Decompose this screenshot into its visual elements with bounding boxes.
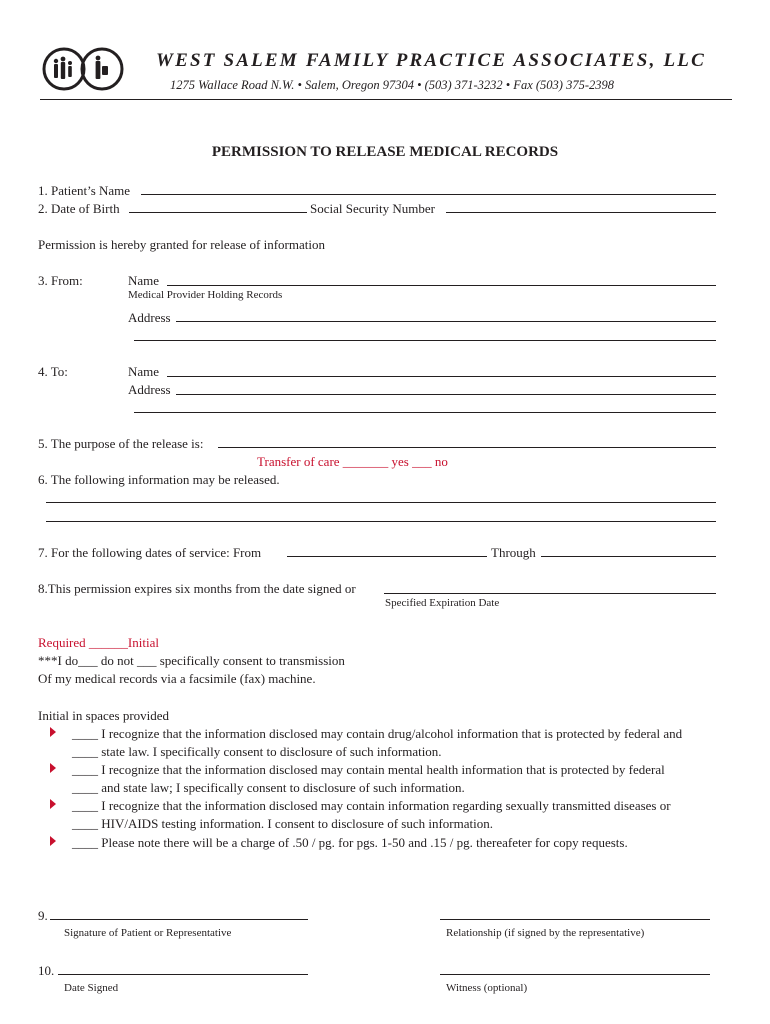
ssn-field[interactable]: [446, 212, 716, 213]
info-field-2[interactable]: [46, 521, 716, 522]
purpose-label: 5. The purpose of the release is:: [38, 436, 204, 451]
date-signed-label: Date Signed: [64, 982, 119, 994]
arrow-icon: [50, 763, 56, 773]
signature-field[interactable]: [50, 919, 308, 920]
purpose-field[interactable]: [218, 447, 716, 448]
initial-item-1: ____ I recognize that the information disclosed may contain drug/alcohol information that is protected by federal and: [72, 726, 683, 741]
to-name-field[interactable]: [167, 376, 716, 377]
firm-address: 1275 Wallace Road N.W. • Salem, Oregon 97304 • (503) 371-3232 • Fax (503) 375-2398: [170, 78, 614, 92]
from-date-field[interactable]: [287, 556, 487, 557]
item-10-label: 10.: [38, 963, 55, 978]
arrow-icon: [50, 727, 56, 737]
page-title: PERMISSION TO RELEASE MEDICAL RECORDS: [211, 144, 559, 160]
initial-item-4: ____ Please note there will be a charge of .50 / pg. for pgs. 1-50 and .15 / pg. thereafeter for copy requests.: [72, 835, 628, 850]
from-name-label: Name: [128, 273, 160, 288]
permission-statement: Permission is hereby granted for release of information: [38, 237, 325, 252]
from-address-field-2[interactable]: [134, 340, 716, 341]
to-address-field[interactable]: [176, 394, 716, 395]
ssn-label: Social Security Number: [310, 201, 435, 216]
witness-label: Witness (optional): [446, 982, 528, 994]
patient-name-label: 1. Patient’s Name: [38, 183, 131, 198]
fax-consent-line-2: Of my medical records via a facsimile (fax) machine.: [38, 671, 316, 686]
relationship-label: Relationship (if signed by the representative): [446, 927, 645, 939]
signature-label: Signature of Patient or Representative: [64, 927, 232, 939]
expiration-date-field[interactable]: [384, 593, 716, 594]
from-address-field[interactable]: [176, 321, 716, 322]
initials-heading: Initial in spaces provided: [38, 708, 170, 723]
relationship-field[interactable]: [440, 919, 710, 920]
initial-item-3-cont: ____ HIV/AIDS testing information. I consent to disclosure of such information.: [72, 816, 493, 831]
info-field-1[interactable]: [46, 502, 716, 503]
through-label: Through: [491, 545, 536, 560]
fax-consent-line-1: ***I do___ do not ___ specifically consent to transmission: [38, 653, 345, 668]
from-address-label: Address: [128, 310, 171, 325]
initial-item-1-cont: ____ state law. I specifically consent to disclosure of such information.: [72, 744, 442, 759]
from-label: 3. From:: [38, 273, 83, 288]
witness-field[interactable]: [440, 974, 710, 975]
to-label: 4. To:: [38, 364, 68, 379]
item-9-label: 9.: [38, 908, 48, 923]
from-name-field[interactable]: [167, 285, 716, 286]
header-rule: [40, 99, 732, 100]
to-address-label: Address: [128, 382, 171, 397]
to-address-field-2[interactable]: [134, 412, 716, 413]
required-initial: Required ______Initial: [38, 635, 159, 650]
arrow-icon: [50, 799, 56, 809]
dob-field[interactable]: [129, 212, 307, 213]
initial-item-2-cont: ____ and state law; I specifically consent to disclosure of such information.: [72, 780, 465, 795]
from-holder-label: Medical Provider Holding Records: [128, 289, 283, 301]
to-name-label: Name: [128, 364, 160, 379]
firm-name: WEST SALEM FAMILY PRACTICE ASSOCIATES, LLC: [156, 50, 706, 71]
family-logo-icon: [40, 46, 126, 92]
dates-service-label: 7. For the following dates of service: From: [38, 545, 262, 560]
patient-name-field[interactable]: [141, 194, 716, 195]
expires-label: 8.This permission expires six months from the date signed or: [38, 581, 356, 596]
following-info-label: 6. The following information may be released.: [38, 472, 280, 487]
initial-item-3: ____ I recognize that the information disclosed may contain information regarding sexually transmitted diseases or: [72, 798, 671, 813]
transfer-of-care: Transfer of care _______ yes ___ no: [257, 454, 448, 469]
dob-label: 2. Date of Birth: [38, 201, 120, 216]
through-date-field[interactable]: [541, 556, 716, 557]
expiration-date-label: Specified Expiration Date: [385, 597, 500, 609]
initial-item-2: ____ I recognize that the information disclosed may contain mental health information that is protected by federal: [72, 762, 665, 777]
date-signed-field[interactable]: [58, 974, 308, 975]
arrow-icon: [50, 836, 56, 846]
